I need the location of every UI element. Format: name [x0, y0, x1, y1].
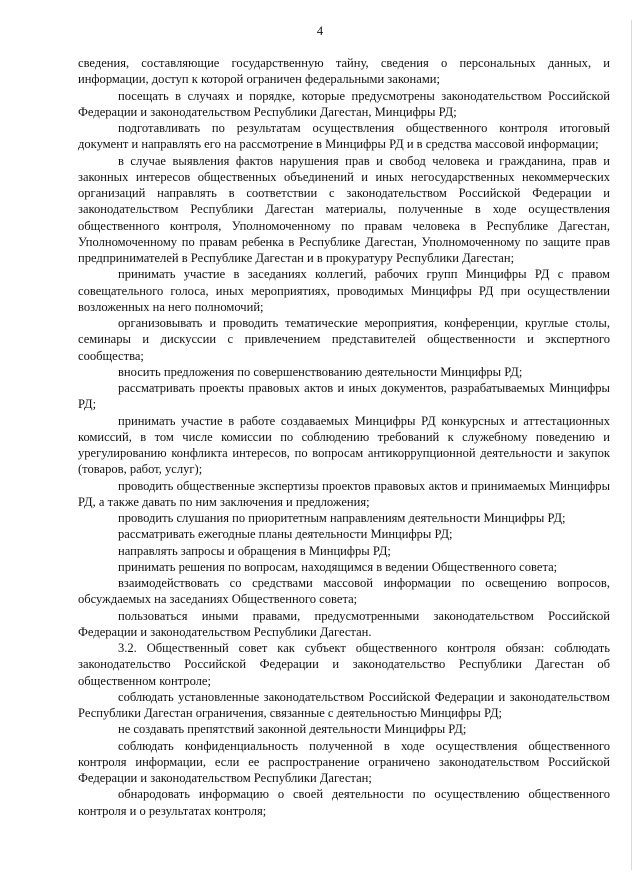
paragraph-violations: в случае выявления фактов нарушения прав и свобод человека и гражданина, прав и законных интересов общественных объединений и иных негосударственных некоммерческих организаций направлять в соответствии с законодательством Российской Федерации и законодательством Республики Дагестан материалы, полученные в ходе осуществления общественного контроля, Уполномоченному по правам человека в Республике Дагестан, Уполномоченному по правам ребенка в Республике Дагестан, Уполномоченному по защите прав предпринимателей в Республике Дагестан и в прокуратуру Республики Дагестан; — [78, 153, 610, 265]
paragraph-expertise: проводить общественные экспертизы проектов правовых актов и принимаемых Минцифры РД, а также давать по ним заключения и предложения; — [78, 478, 610, 509]
paragraph-commissions: принимать участие в работе создаваемых Минцифры РД конкурсных и аттестационных комиссий, в том числе комиссии по соблюдению требований к служебному поведению и урегулированию конфликта интересов, по вопросам антикоррупционной деятельности и закупок (товаров, работ, услуг); — [78, 413, 610, 477]
paragraph-restrictions: соблюдать установленные законодательством Российской Федерации и законодательством Республики Дагестан ограничения, связанные с деятельностью Минцифры РД; — [78, 689, 610, 720]
paragraph-other-rights: пользоваться иными правами, предусмотренными законодательством Российской Федерации и законодательством Республики Дагестан. — [78, 608, 610, 639]
paragraph-decisions: принимать решения по вопросам, находящимся в ведении Общественного совета; — [118, 559, 558, 574]
paragraph-annual-plans: рассматривать ежегодные планы деятельности Минцифры РД; — [118, 527, 453, 542]
paragraph-obligations: 3.2. Общественный совет как субъект общественного контроля обязан: соблюдать законодательство Российской Федерации и законодательство Республики Дагестан об общественном контроле; — [78, 641, 610, 688]
paragraph-no-obstruction: не создавать препятствий законной деятельности Минцифры РД; — [118, 722, 467, 737]
paragraph-review-drafts: рассматривать проекты правовых актов и иных документов, разрабатываемых Минцифры РД; — [78, 381, 610, 412]
paragraph-events: организовывать и проводить тематические мероприятия, конференции, круглые столы, семинары и дискуссии с привлечением представителей общественности и экспертного сообщества; — [78, 316, 610, 363]
paragraph-visit: посещать в случаях и порядке, которые предусмотрены законодательством Российской Федерации и законодательством Республики Дагестан, Минцифры РД; — [78, 88, 610, 119]
paragraph-media: взаимодействовать со средствами массовой информации по освещению вопросов, обсуждаемых на заседаниях Общественного совета; — [78, 576, 610, 607]
paragraph-confidential-info: сведения, составляющие государственную тайну, сведения о персональных данных, и информации, доступ к которой ограничен федеральными законами; — [78, 56, 610, 87]
document-body — [78, 55, 610, 819]
paragraph-publicity: обнародовать информацию о своей деятельности по осуществлению общественного контроля и о результатах контроля; — [78, 787, 610, 818]
paragraph-proposals: вносить предложения по совершенствованию деятельности Минцифры РД; — [118, 364, 523, 379]
paragraph-final-document: подготавливать по результатам осуществления общественного контроля итоговый документ и направлять его на рассмотрение в Минцифры РД и в средства массовой информации; — [78, 121, 610, 152]
paragraph-hearings: проводить слушания по приоритетным направлениям деятельности Минцифры РД; — [118, 511, 566, 525]
page-number: 4 — [316, 24, 324, 38]
paragraph-confidentiality: соблюдать конфиденциальность полученной в ходе осуществления общественного контроля информации, если ее распространение ограничено законодательством Российской Федерации и законодательством Республики Дагестан; — [78, 738, 610, 785]
paragraph-meetings: принимать участие в заседаниях коллегий, рабочих групп Минцифры РД с правом совещательного голоса, иных мероприятиях, проводимых Минцифры РД при осуществлении возложенных на него полномочий; — [78, 267, 610, 314]
paragraph-requests: направлять запросы и обращения в Минцифры РД; — [118, 543, 391, 558]
scan-edge-line — [631, 20, 632, 870]
